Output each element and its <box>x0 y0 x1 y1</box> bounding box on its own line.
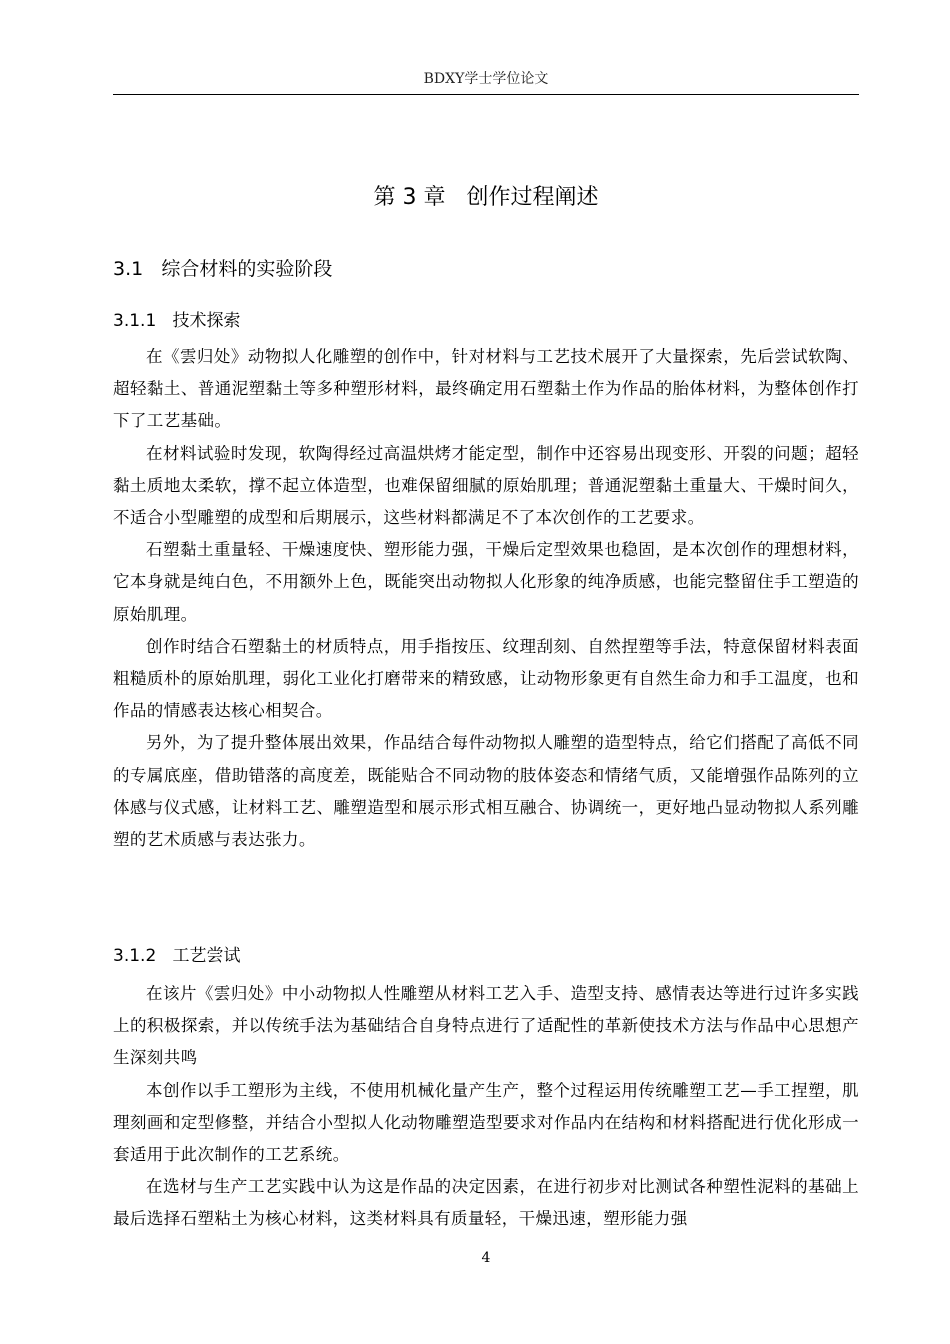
paragraph: 在材料试验时发现，软陶得经过高温烘烤才能定型，制作中还容易出现变形、开裂的问题；超轻黏土质地太柔软，撑不起立体造型，也难保留细腻的原始肌理；普通泥塑黏土重量大、干燥时间久，不适合小型雕塑的成型和后期展示，这些材料都满足不了本次创作的工艺要求。 <box>113 443 859 528</box>
section-heading-3-1-1: 3.1.1 技术探索 <box>113 311 241 331</box>
section-heading-3-1: 3.1 综合材料的实验阶段 <box>113 258 333 280</box>
header-rule <box>113 94 859 95</box>
paragraph: 在选材与生产工艺实践中认为这是作品的决定因素，在进行初步对比测试各种塑性泥料的基础上最后选择石塑粘土为核心材料，这类材料具有质量轻，干燥迅速，塑形能力强 <box>113 1177 859 1229</box>
paragraph: 在《雲归处》动物拟人化雕塑的创作中，针对材料与工艺技术展开了大量探索，先后尝试软陶、超轻黏土、普通泥塑黏土等多种塑形材料，最终确定用石塑黏土作为作品的胎体材料，为整体创作打下了工艺基础。 <box>113 347 859 431</box>
section-heading-3-1-2: 3.1.2 工艺尝试 <box>113 946 241 966</box>
paragraph: 本创作以手工塑形为主线，不使用机械化量产生产，整个过程运用传统雕塑工艺—手工捏塑，肌理刻画和定型修整，并结合小型拟人化动物雕塑造型要求对作品内在结构和材料搭配进行优化形成一套适用于此次制作的工艺系统。 <box>113 1080 859 1165</box>
paragraph: 创作时结合石塑黏土的材质特点，用手指按压、纹理刮刻、自然捏塑等手法，特意保留材料表面粗糙质朴的原始肌理，弱化工业化打磨带来的精致感，让动物形象更有自然生命力和手工温度，也和作品的情感表达核心相契合。 <box>113 636 859 721</box>
chapter-title: 第 3 章 创作过程阐述 <box>373 185 599 210</box>
running-header: BDXY学士学位论文 <box>423 71 549 87</box>
page-number: 4 <box>481 1250 491 1266</box>
paragraph: 在该片《雲归处》中小动物拟人性雕塑从材料工艺入手、造型支持、感情表达等进行过许多实践上的积极探索，并以传统手法为基础结合自身特点进行了适配性的革新使技术方法与作品中心思想产生深刻共鸣 <box>113 984 859 1068</box>
paragraph: 石塑黏土重量轻、干燥速度快、塑形能力强，干燥后定型效果也稳固，是本次创作的理想材料，它本身就是纯白色，不用额外上色，既能突出动物拟人化形象的纯净质感，也能完整留住手工塑造的原始肌理。 <box>113 540 859 624</box>
paragraph: 另外，为了提升整体展出效果，作品结合每件动物拟人雕塑的造型特点，给它们搭配了高低不同的专属底座，借助错落的高度差，既能贴合不同动物的肢体姿态和情绪气质，又能增强作品陈列的立体感与仪式感，让材料工艺、雕塑造型和展示形式相互融合、协调统一，更好地凸显动物拟人系列雕塑的艺术质感与表达张力。 <box>113 733 859 850</box>
section-3-1-2-body <box>113 978 859 1236</box>
section-3-1-1-body <box>113 341 859 856</box>
